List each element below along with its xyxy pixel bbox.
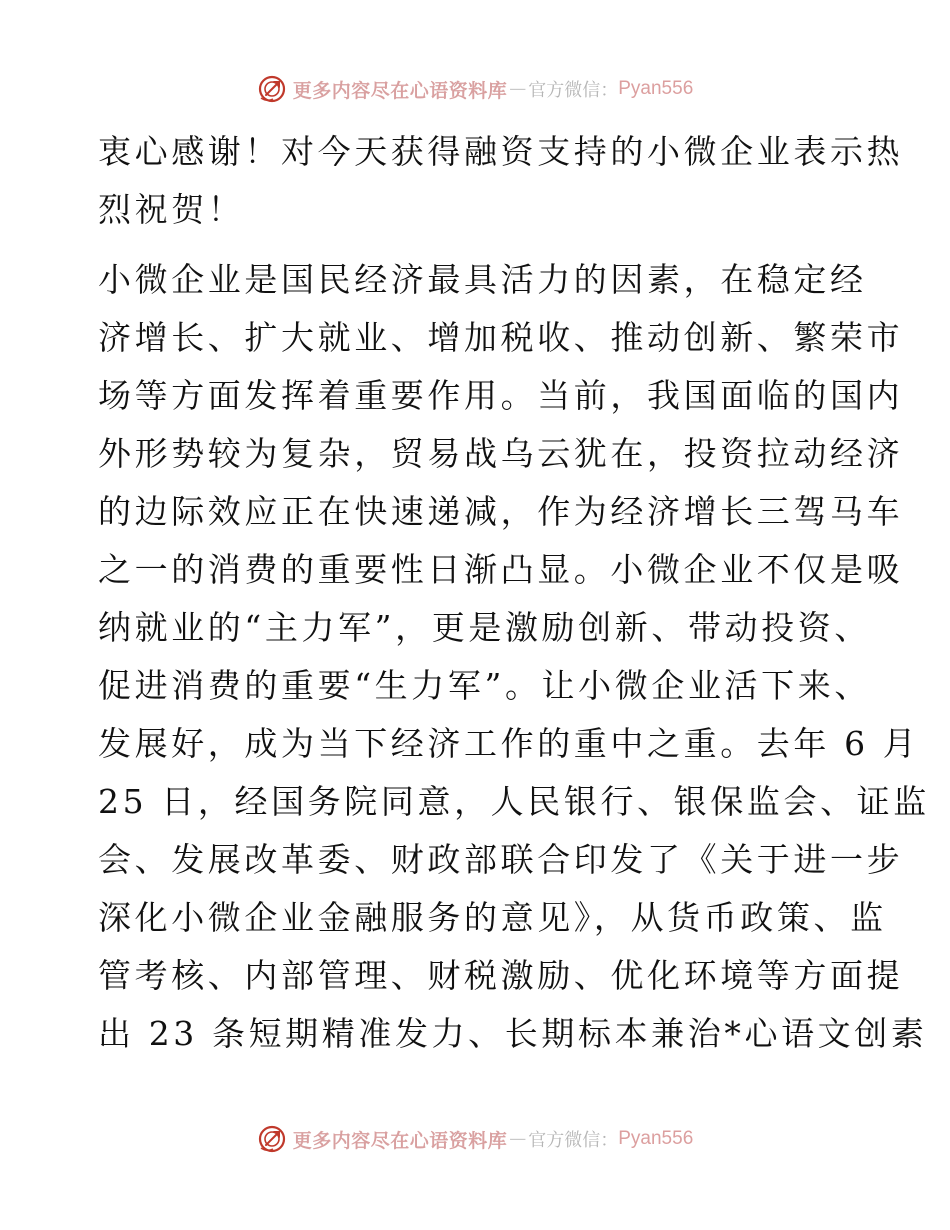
paragraph-2-line: 济增长、扩大就业、增加税收、推动创新、繁荣市: [98, 318, 904, 357]
header-site-name: 更多内容尽在心语资料库: [292, 79, 508, 102]
paragraph-2-line: 小微企业是国民经济最具活力的因素，在稳定经: [98, 260, 867, 299]
document-body: [98, 123, 930, 1063]
paragraph-2-line: 深化小微企业金融服务的意见》，从货币政策、监: [98, 898, 887, 937]
paragraph-1-line: 衷心感谢！对今天获得融资支持的小微企业表示热: [98, 132, 904, 171]
paragraph-2-line: 场等方面发挥着重要作用。当前，我国面临的国内: [98, 376, 904, 415]
logo-icon: [257, 74, 287, 104]
paragraph-1-line: 烈祝贺！: [98, 190, 245, 229]
logo-icon: [257, 1124, 287, 1154]
footer-wechat-id: Pyan556: [618, 1128, 694, 1149]
paragraph-2-line: 25 日，经国务院同意，人民银行、银保监会、证监: [98, 782, 930, 821]
footer-wechat-label: 官方微信：: [528, 1130, 619, 1151]
paragraph-2-line: 管考核、内部管理、财税激励、优化环境等方面提: [98, 956, 904, 995]
paragraph-2-line: 纳就业的“主力军”，更是激励创新、带动投资、: [98, 608, 871, 647]
header-separator: —: [509, 79, 527, 99]
footer-separator: —: [509, 1129, 527, 1149]
footer-site-name: 更多内容尽在心语资料库: [292, 1129, 508, 1152]
footer-watermark: [0, 1122, 950, 1156]
paragraph-2-line: 之一的消费的重要性日渐凸显。小微企业不仅是吸: [98, 550, 904, 589]
paragraph-2-line: 发展好，成为当下经济工作的重中之重。去年 6 月: [98, 724, 920, 763]
paragraph-2-line: 会、发展改革委、财政部联合印发了《关于进一步: [98, 840, 904, 879]
paragraph-2-line: 促进消费的重要“生力军”。让小微企业活下来、: [98, 666, 871, 705]
paragraph-2-line: 外形势较为复杂，贸易战乌云犹在，投资拉动经济: [98, 434, 904, 473]
paragraph-2-line: 出 23 条短期精准发力、长期标本兼治*心语文创素: [98, 1014, 928, 1053]
header-wechat-id: Pyan556: [618, 78, 694, 99]
header-wechat-label: 官方微信：: [528, 80, 619, 101]
paragraph-2-line: 的边际效应正在快速递减，作为经济增长三驾马车: [98, 492, 904, 531]
header-watermark: [0, 72, 950, 106]
